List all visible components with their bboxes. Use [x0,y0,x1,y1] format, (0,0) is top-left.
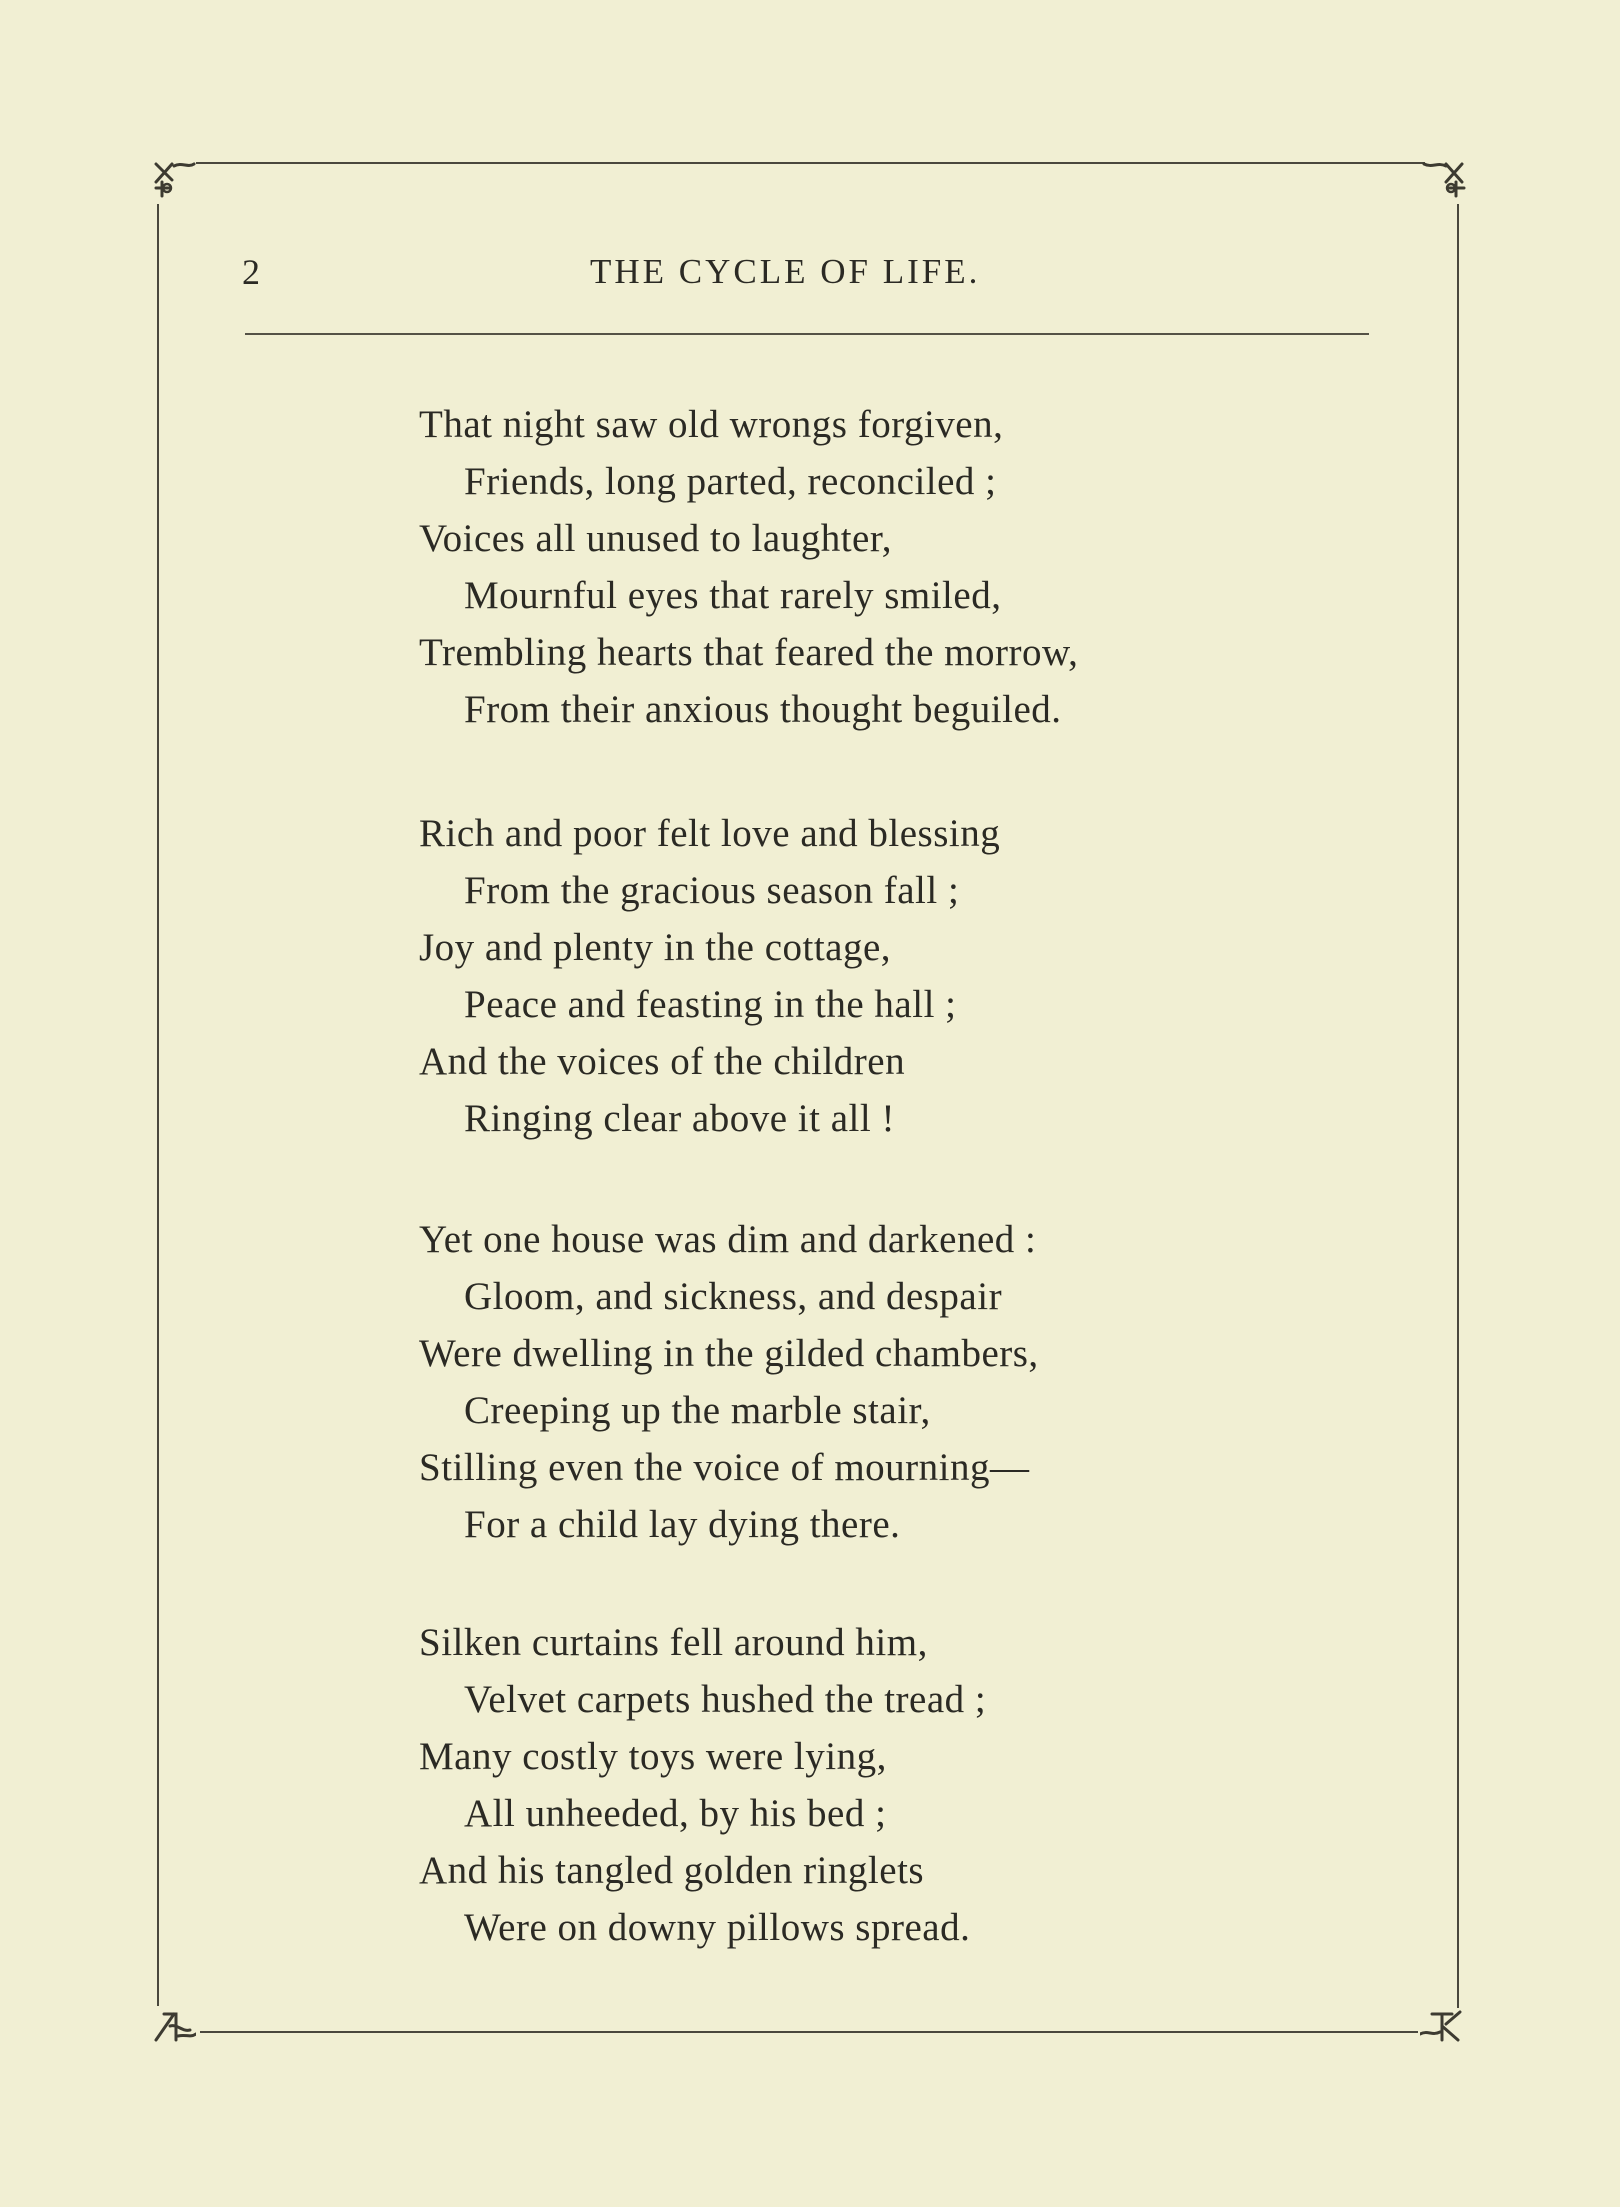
header-rule [245,333,1369,335]
verse-line: Yet one house was dim and darkened : [419,1218,1037,1261]
verse-line: And his tangled golden ringlets [419,1849,925,1892]
verse-line: Velvet carpets hushed the tread ; [464,1678,987,1721]
top-right-ornament-icon [1422,158,1466,202]
verse-line: Were dwelling in the gilded chambers, [419,1332,1039,1375]
verse-line: All unheeded, by his bed ; [464,1792,887,1835]
verse-line: For a child lay dying there. [464,1503,901,1546]
verse-line: Peace and feasting in the hall ; [464,983,957,1026]
verse-line: From the gracious season fall ; [464,869,960,912]
verse-line: Silken curtains fell around him, [419,1621,928,1664]
frame-bottom-line [200,2031,1418,2033]
stanza-2 [419,805,1379,1147]
frame-top-line [196,162,1425,164]
verse-line: And the voices of the children [419,1040,906,1083]
verse-line: Were on downy pillows spread. [464,1906,971,1949]
stanza-4 [419,1614,1379,1956]
verse-line: Rich and poor felt love and blessing [419,812,1001,855]
verse-line: Trembling hearts that feared the morrow, [419,631,1079,674]
page-number: 2 [242,252,261,292]
verse-line: Creeping up the marble stair, [464,1389,931,1432]
stanza-1 [419,396,1379,738]
bottom-left-ornament-icon [152,2004,196,2048]
verse-line: Stilling even the voice of mourning— [419,1446,1030,1489]
bottom-right-ornament-icon [1420,2004,1464,2048]
verse-line: Voices all unused to laughter, [419,517,893,560]
stanza-3 [419,1211,1379,1553]
verse-line: Mournful eyes that rarely smiled, [464,574,1002,617]
verse-line: Joy and plenty in the cottage, [419,926,892,969]
verse-line: Many costly toys were lying, [419,1735,887,1778]
verse-line: Gloom, and sickness, and despair [464,1275,1003,1318]
frame-right-line [1457,204,1459,2008]
verse-line: Friends, long parted, reconciled ; [464,460,997,503]
verse-line: That night saw old wrongs forgiven, [419,403,1004,446]
frame-left-line [157,204,159,2006]
top-left-ornament-icon [152,158,196,202]
verse-line: Ringing clear above it all ! [464,1097,895,1140]
running-title: THE CYCLE OF LIFE. [590,252,981,291]
verse-line: From their anxious thought beguiled. [464,688,1062,731]
